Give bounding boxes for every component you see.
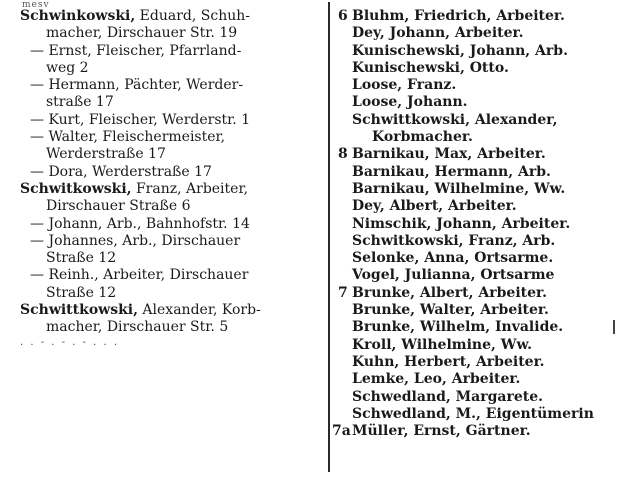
entry-continuation: Straße 12 [46,250,117,267]
resident-line [338,216,620,233]
resident-line [338,389,620,406]
entry-details: Reinh., Arbeiter, Dirschauer [48,267,249,284]
resident-entry: Barnikau, Hermann, Arb. [352,163,551,180]
ditto-dash: — [30,42,49,59]
ditto-dash: — [30,77,49,94]
resident-entry: Brunke, Walter, Arbeiter. [352,302,549,319]
entry-continuation: macher, Dirschauer Str. 19 [46,25,238,42]
resident-line [338,8,620,25]
resident-entry: Loose, Franz. [352,77,457,94]
ditto-dash: — [30,163,49,180]
entry-details: Alexander, Korb- [137,302,261,319]
entry-line [20,302,320,319]
entry-details: Walter, Fleischermeister, [48,129,226,146]
entry-continuation: Straße 12 [46,284,117,301]
house-number: 7a [332,423,351,440]
resident-entry: Nimschik, Johann, Arbeiter. [352,215,571,232]
entry-surname: Schwitkowski, [20,180,132,197]
ditto-dash: — [30,215,49,232]
right-column [332,8,620,440]
resident-entry: Brunke, Albert, Arbeiter. [352,284,547,301]
resident-line [338,285,620,302]
resident-entry: Barnikau, Max, Arbeiter. [352,146,546,163]
resident-line [338,112,620,129]
resident-entry: Kuhn, Herbert, Arbeiter. [352,353,545,370]
entry-line [20,112,320,129]
resident-entry: Kunischewski, Otto. [352,59,509,76]
resident-line [338,406,620,423]
entry-details: Johann, Arb., Bahnhofstr. 14 [48,215,250,232]
resident-entry: Dey, Johann, Arbeiter. [352,25,524,42]
top-cut-text: mesv [22,0,50,10]
ditto-dash: — [30,111,49,128]
entry-continuation: Werderstraße 17 [46,146,166,163]
column-divider [328,2,330,472]
resident-entry: Brunke, Wilhelm, Invalide. [352,319,564,336]
house-number: 6 [338,8,348,24]
entry-line [20,233,320,250]
resident-line [338,146,620,163]
entry-surname: Schwittkowski, [20,302,138,319]
resident-entry: Lemke, Leo, Arbeiter. [352,371,521,388]
entry-line [20,8,320,25]
entry-details: Dora, Werderstraße 17 [48,163,212,180]
ditto-dash: — [30,232,49,249]
entry-details: Franz, Arbeiter, [131,180,249,197]
entry-details: Ernst, Fleischer, Pfarrland- [48,42,242,59]
resident-line [338,302,620,319]
entry-line [20,129,320,146]
entry-continuation: weg 2 [46,59,89,76]
resident-line [338,94,620,111]
resident-line [338,337,620,354]
bottom-cut-text: . . - . - . - . . . [20,336,119,346]
entry-line [20,181,320,198]
resident-line [338,25,620,42]
resident-line [338,77,620,94]
entry-surname: Schwinkowski, [20,8,136,24]
resident-entry: Selonke, Anna, Ortsarme. [352,250,554,267]
resident-line [338,181,620,198]
entry-details: Kurt, Fleischer, Werderstr. 1 [48,111,251,128]
resident-line [338,198,620,215]
resident-line [338,250,620,267]
entry-line [20,267,320,284]
resident-entry: Kroll, Wilhelmine, Ww. [352,336,532,353]
resident-entry: Loose, Johann. [352,94,468,111]
resident-entry: Müller, Ernst, Gärtner. [352,423,531,440]
house-number: 8 [338,146,348,163]
resident-entry: Barnikau, Wilhelmine, Ww. [352,180,566,197]
resident-line [338,43,620,60]
resident-entry: Bluhm, Friedrich, Arbeiter. [352,8,565,24]
resident-entry: Schwitkowski, Franz, Arb. [352,232,556,249]
resident-entry: Korbmacher. [372,129,473,146]
left-column [20,8,320,346]
resident-line [338,129,620,146]
resident-entry: Vogel, Julianna, Ortsarme [352,267,555,284]
entry-line [20,216,320,233]
entry-details: Eduard, Schuh- [135,8,250,24]
house-number: 7 [338,284,348,301]
margin-mark [613,320,615,334]
entry-continuation: Dirschauer Straße 6 [46,198,191,215]
resident-entry: Kunischewski, Johann, Arb. [352,42,568,59]
resident-entry: Dey, Albert, Arbeiter. [352,198,517,215]
resident-line [338,371,620,388]
resident-line [338,164,620,181]
entry-details: Johannes, Arb., Dirschauer [48,232,241,249]
entry-line [20,43,320,60]
resident-line [332,423,620,440]
resident-line [338,354,620,371]
ditto-dash: — [30,267,49,284]
resident-line [338,267,620,284]
resident-entry: Schwedland, M., Eigentümerin [352,405,594,422]
resident-entry: Schwedland, Margarete. [352,388,544,405]
entry-line [20,164,320,181]
resident-line [338,60,620,77]
ditto-dash: — [30,129,49,146]
entry-continuation: straße 17 [46,94,114,111]
resident-line [338,319,620,336]
resident-entry: Schwittkowski, Alexander, [352,111,558,128]
resident-line [338,233,620,250]
entry-continuation: macher, Dirschauer Str. 5 [46,319,229,336]
entry-line [20,77,320,94]
entry-details: Hermann, Pächter, Werder- [48,77,244,94]
